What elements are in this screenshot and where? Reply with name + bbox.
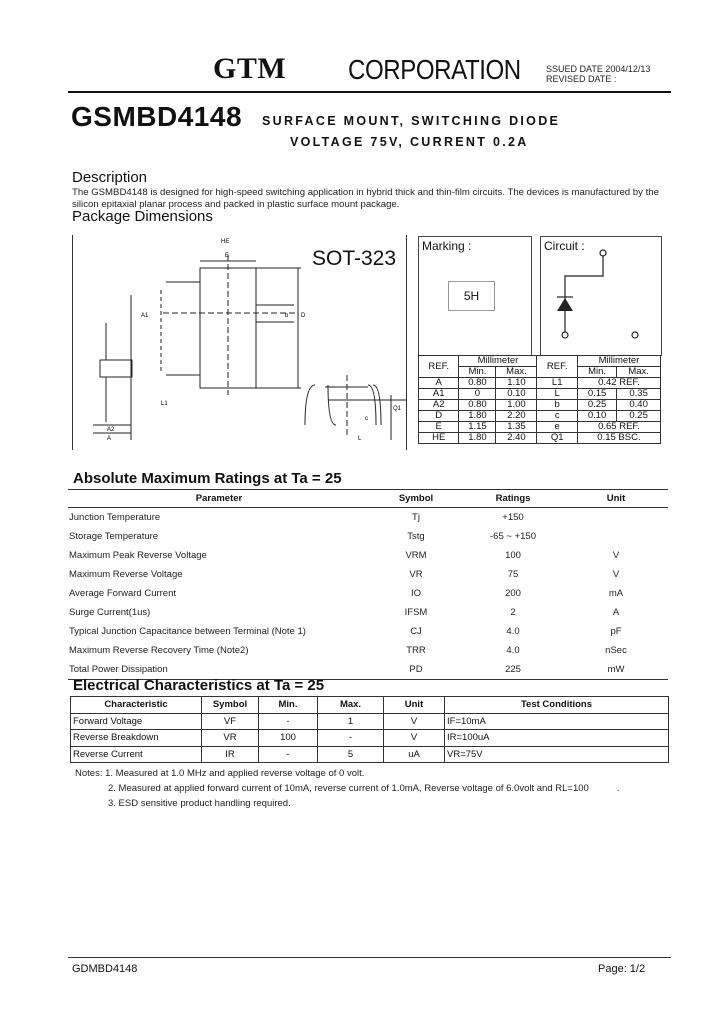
revised-date: REVISED DATE : — [546, 74, 617, 84]
table-cell: Typical Junction Capacitance between Terminal (Note 1) — [69, 626, 306, 637]
table-cell: Junction Temperature — [69, 512, 161, 523]
dimensions-table — [418, 355, 661, 444]
label-l: L — [358, 436, 362, 442]
table-cell: 1.15 — [459, 422, 496, 433]
ref-header: REF. — [537, 356, 577, 378]
table-cell: Reverse Current — [71, 746, 202, 763]
table-cell: 0.25 — [617, 411, 661, 422]
table-cell: 2 — [510, 607, 516, 618]
table-cell: Surge Current(1us) — [69, 607, 151, 618]
footer-rule — [68, 957, 671, 958]
table-cell: 5 — [318, 746, 384, 763]
table-cell: 0.10 — [577, 411, 616, 422]
col-unit: Unit — [564, 490, 668, 508]
table-row — [71, 713, 669, 730]
electrical-heading: Electrical Characteristics at Ta = 25 — [73, 677, 325, 694]
table-cell: PD — [370, 660, 462, 680]
label-a1: A1 — [141, 313, 149, 319]
label-a: A — [107, 436, 112, 442]
table-cell: V — [384, 730, 445, 747]
col-unit: Unit — [384, 697, 445, 714]
table-row — [419, 411, 661, 422]
table-cell: A2 — [419, 400, 459, 411]
table-cell: 0.42 REF. — [577, 378, 660, 389]
table-row — [71, 746, 669, 763]
table-cell: 1.80 — [459, 433, 496, 444]
abs-max-table — [68, 489, 668, 680]
table-cell: Average Forward Current — [69, 588, 177, 599]
table-cell: 200 — [505, 588, 521, 599]
table-cell: VRM — [405, 550, 427, 561]
table-cell: E — [419, 422, 459, 433]
table-cell: TRR — [406, 645, 426, 656]
table-cell: 1.80 — [459, 411, 496, 422]
label-q1: Q1 — [393, 406, 402, 412]
dates — [546, 64, 650, 84]
table-cell: Tstg — [407, 531, 425, 542]
table-cell: HE — [419, 433, 459, 444]
table-cell: 100 — [505, 550, 521, 561]
label-b: b — [285, 313, 289, 319]
package-drawing — [72, 235, 407, 450]
table-cell: VR=75V — [445, 746, 669, 763]
table-cell: Forward Voltage — [71, 713, 202, 730]
table-cell: 0.15 — [577, 389, 616, 400]
table-cell: mA — [608, 588, 624, 599]
table-row — [419, 433, 661, 444]
col-ratings: Ratings — [462, 490, 564, 508]
description-heading: Description — [72, 169, 148, 186]
header-rule — [68, 91, 671, 93]
table-row — [68, 565, 668, 584]
table-cell — [564, 508, 668, 528]
table-cell: A — [612, 607, 620, 618]
table-cell: 2.40 — [496, 433, 537, 444]
note-1: Notes: 1. Measured at 1.0 MHz and applied reverse voltage of 0 volt. — [75, 768, 365, 779]
table-cell: Total Power Dissipation — [68, 660, 370, 680]
diode-symbol-icon — [541, 237, 661, 355]
label-c: c — [365, 416, 368, 422]
table-cell: VR — [202, 730, 259, 747]
label-l1: L1 — [161, 401, 168, 407]
min-header: Min. — [577, 367, 616, 378]
table-cell: D — [419, 411, 459, 422]
table-cell: 0.35 — [617, 389, 661, 400]
table-row — [68, 641, 668, 660]
table-cell: 0.65 REF. — [577, 422, 660, 433]
table-cell: - — [318, 730, 384, 747]
table-cell: IR=100uA — [445, 730, 669, 747]
table-cell: 0.40 — [617, 400, 661, 411]
marking-label: Marking : — [422, 239, 472, 253]
table-cell: IFSM — [404, 607, 428, 618]
table-cell: b — [537, 400, 577, 411]
table-cell: mW — [564, 660, 668, 680]
table-cell: 1.35 — [496, 422, 537, 433]
table-cell: - — [259, 746, 318, 763]
footer-page: Page: 1/2 — [598, 963, 646, 975]
table-cell — [564, 527, 668, 546]
col-characteristic: Characteristic — [71, 697, 202, 714]
table-cell: VF — [202, 713, 259, 730]
table-cell: 0 — [459, 389, 496, 400]
package-type: SOT-323 — [312, 247, 397, 270]
note-3: 3. ESD sensitive product handling required. — [108, 798, 291, 809]
col-test-conditions: Test Conditions — [445, 697, 669, 714]
max-header: Max. — [617, 367, 661, 378]
table-cell: 1.00 — [496, 400, 537, 411]
table-cell: Tj — [412, 512, 420, 523]
table-row — [68, 603, 668, 622]
table-row — [419, 400, 661, 411]
table-cell: 75 — [507, 569, 519, 580]
table-cell: 4.0 — [506, 645, 520, 656]
table-cell: 0.80 — [459, 378, 496, 389]
table-row — [71, 730, 669, 747]
min-header: Min. — [459, 367, 496, 378]
abs-max-heading: Absolute Maximum Ratings at Ta = 25 — [73, 470, 342, 487]
table-cell: V — [384, 713, 445, 730]
table-cell: A — [419, 378, 459, 389]
table-row — [419, 422, 661, 433]
table-cell: 225 — [462, 660, 564, 680]
label-d: D — [301, 313, 306, 319]
notes — [75, 766, 619, 811]
label-a2: A2 — [107, 427, 115, 433]
description-text: The GSMBD4148 is designed for high-speed switching application in hybrid thick and thin-film circuits. The devices is manufactured by the silicon epitaxial planar process and packed in plastic surface mount package. — [72, 187, 659, 210]
table-cell: +150 — [502, 512, 524, 523]
part-number: GSMBD4148 — [71, 101, 243, 132]
label-he: HE — [221, 239, 230, 245]
table-row — [68, 622, 668, 641]
package-heading: Package Dimensions — [72, 208, 213, 225]
subtitle-line1: SURFACE MOUNT, SWITCHING DIODE — [262, 114, 561, 128]
table-cell: Storage Temperature — [69, 531, 159, 542]
table-cell: 0.10 — [496, 389, 537, 400]
subtitle-line2: VOLTAGE 75V, CURRENT 0.2A — [290, 135, 529, 149]
table-cell: 0.15 BSC. — [577, 433, 660, 444]
marking-box — [418, 236, 532, 356]
table-cell: -65 ~ +150 — [490, 531, 536, 542]
table-cell: pF — [610, 626, 622, 637]
footer-doc: GDMBD4148 — [72, 963, 138, 975]
issued-date: SSUED DATE 2004/12/13 — [546, 64, 651, 74]
table-cell: V — [612, 569, 620, 580]
col-parameter: Parameter — [68, 490, 370, 508]
table-cell: Maximum Peak Reverse Voltage — [69, 550, 207, 561]
col-symbol: Symbol — [202, 697, 259, 714]
table-cell: VR — [409, 569, 423, 580]
table-cell: 1.10 — [496, 378, 537, 389]
note-2: 2. Measured at applied forward current of 10mA, reverse current of 1.0mA, Reverse voltage of 6.0volt and RL=100 — [108, 783, 589, 794]
table-cell: nSec — [605, 645, 627, 656]
table-row — [68, 527, 668, 546]
table-cell: uA — [384, 746, 445, 763]
mm-header: Millimeter — [459, 356, 537, 367]
table-cell: Maximum Reverse Voltage — [69, 569, 183, 580]
table-cell: - — [259, 713, 318, 730]
table-cell: 0.25 — [577, 400, 616, 411]
circuit-label: Circuit : — [544, 239, 585, 253]
circuit-box — [540, 236, 662, 356]
col-max: Max. — [318, 697, 384, 714]
mm-header: Millimeter — [577, 356, 660, 367]
corporation-title: CORPORATION — [348, 54, 521, 85]
table-cell: L — [537, 389, 577, 400]
brand-logo: GTM — [213, 52, 287, 85]
table-cell: Reverse Breakdown — [71, 730, 202, 747]
table-cell: 2.20 — [496, 411, 537, 422]
table-cell: 4.0 — [506, 626, 520, 637]
table-cell: V — [612, 550, 620, 561]
table-row — [68, 584, 668, 603]
table-cell: L1 — [537, 378, 577, 389]
table-cell: Q1 — [537, 433, 577, 444]
col-min: Min. — [259, 697, 318, 714]
electrical-table — [70, 696, 669, 763]
table-row — [419, 389, 661, 400]
table-cell: c — [537, 411, 577, 422]
ref-header: REF. — [419, 356, 459, 378]
table-cell: IF=10mA — [445, 713, 669, 730]
table-cell: Maximum Reverse Recovery Time (Note2) — [69, 645, 249, 656]
table-row — [419, 378, 661, 389]
table-cell: e — [537, 422, 577, 433]
table-cell: CJ — [410, 626, 422, 637]
table-row — [68, 546, 668, 565]
table-cell: 0.80 — [459, 400, 496, 411]
label-e: E — [225, 253, 230, 259]
table-row — [68, 508, 668, 528]
marking-code: 5H — [448, 281, 495, 311]
table-cell: 100 — [259, 730, 318, 747]
table-cell: 1 — [318, 713, 384, 730]
table-cell: IO — [410, 588, 422, 599]
col-symbol: Symbol — [370, 490, 462, 508]
note-2-end: . — [616, 783, 620, 794]
table-cell: IR — [202, 746, 259, 763]
table-cell: A1 — [419, 389, 459, 400]
max-header: Max. — [496, 367, 537, 378]
